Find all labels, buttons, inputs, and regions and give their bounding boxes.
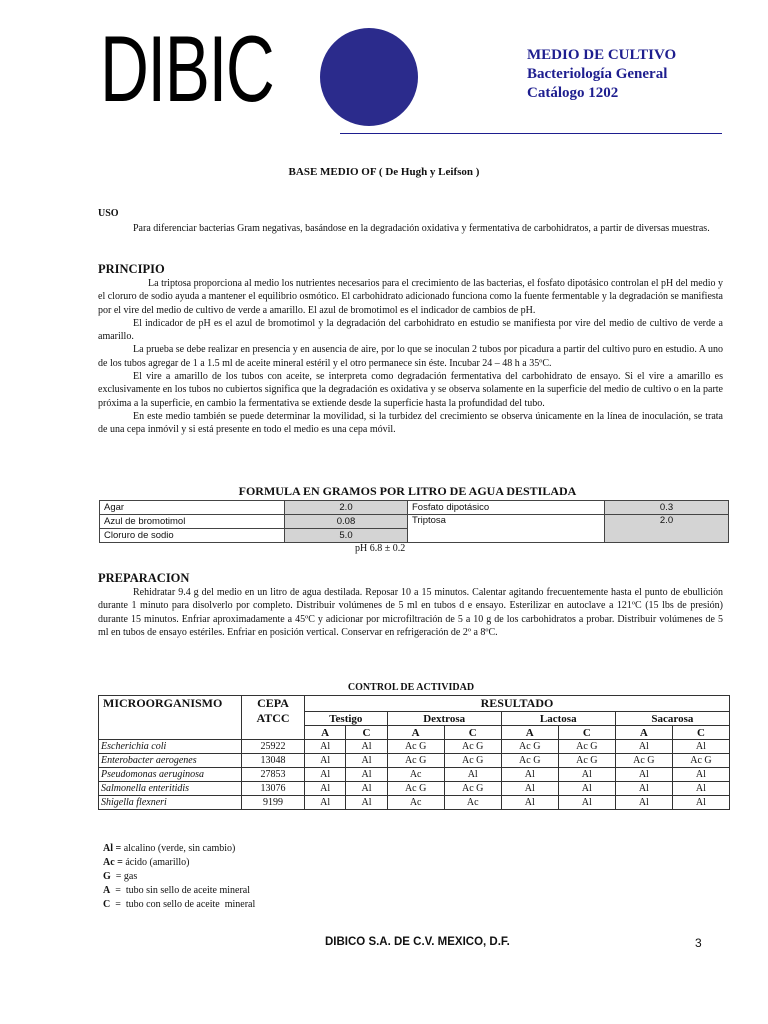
result-cell: Al [305,740,346,754]
atcc-number: 27853 [242,768,305,782]
result-cell: Al [346,796,387,810]
organism-name: Escherichia coli [99,740,242,754]
atcc-number: 25922 [242,740,305,754]
group-header: Dextrosa [387,712,501,726]
header-divider [340,133,722,134]
result-cell: Ac [444,796,501,810]
legend-value: ácido (amarillo) [122,857,190,868]
atcc-number: 13076 [242,782,305,796]
subheader-cell: A [305,726,346,740]
result-cell: Al [558,768,615,782]
result-cell: Al [558,796,615,810]
result-cell: Al [305,796,346,810]
preparacion-text: Rehidratar 9.4 g del medio en un litro de agua destilada. Reposar 10 a 15 minutos. Calentar agitando frecuentemente hasta el punto de ebullición durante 1 minuto para disolverlo por completo. Distribuir volúmenes de 5 ml en tubos d e ensayo. Esterilizar en autoclave a 121ºC (15 lbs de presión) durante 15 minutos. Enfriar aproximadamente a 45ºC y adicionar por microfiltración de 5 a 10 g de los carbohidratos a probar. Distribuir volúmenes de 5 ml en tubos de ensayo estériles. Enfriar en posición vertical. Conservar en refrigeración de 2º a 8ºC. [98,587,723,638]
result-cell: Al [305,768,346,782]
result-cell: Al [305,782,346,796]
result-cell: Ac G [501,740,558,754]
result-cell: Ac [387,768,444,782]
subheader-cell: A [501,726,558,740]
result-cell: Ac G [558,740,615,754]
formula-value: 5.0 [285,529,408,543]
result-cell: Ac G [615,754,672,768]
header-cepa [242,696,305,740]
legend-key: A [103,885,111,896]
result-cell: Ac G [444,740,501,754]
legend-value: alcalino (verde, sin cambio) [121,843,236,854]
principio-p3: La prueba se debe realizar en presencia y en ausencia de aire, por lo que se inoculan 2 tubos por picadura a partir del cultivo puro en estudio. A uno de los tubos agregar de 1 a 1.5 ml de aceite mineral estéril y el otro permanece sin éste. Incubar 24 – 48 h a 35ºC. [98,344,723,369]
subheader-cell: C [558,726,615,740]
principio-heading: PRINCIPIO [98,262,165,276]
uso-text: Para diferenciar bacterias Gram negativas, basándose en la degradación oxidativa y fermentativa de carbohidratos, a partir de diversas muestras. [133,223,710,234]
uso-heading: USO [98,208,119,219]
footer-company: DIBICO S.A. DE C.V. MEXICO, D.F. [325,936,510,948]
formula-heading: FORMULA EN GRAMOS POR LITRO DE AGUA DESTILADA [238,484,577,498]
subheader-cell: A [615,726,672,740]
result-cell: Al [615,782,672,796]
table-row [99,768,730,782]
result-cell: Al [501,796,558,810]
organism-name: Enterobacter aerogenes [99,754,242,768]
control-title: CONTROL DE ACTIVIDAD [347,682,475,693]
result-cell: Al [558,782,615,796]
header-line-2: Bacteriología General [527,66,668,82]
result-cell: Al [615,740,672,754]
result-cell: Al [672,740,729,754]
legend-key: G [103,871,111,882]
table-row [100,501,729,515]
formula-value: 2.0 [285,501,408,515]
table-row [99,754,730,768]
subheader-cell: C [672,726,729,740]
subheader-cell: C [444,726,501,740]
result-cell: Al [501,768,558,782]
principio-p4: El vire a amarillo de los tubos con aceite, se interpreta como degradación fermentativa del carbohidrato de ensayo. Si el vire a amarillo es exclusivamente en los tubos no cubiertos significa que la degradación es oxidativa y se observa solamente en la superficie del medio de cultivo o en la parte próxima a la superficie, en cambio la fermentativa se extiende desde la superficie hasta la profundidad del tubo. [98,371,723,409]
ph-value: pH 6.8 ± 0.2 [355,543,406,554]
formula-value: 0.3 [605,501,729,515]
formula-table [99,500,729,543]
control-table [98,695,730,810]
table-row [99,696,730,712]
header-microorganismo: MICROORGANISMO [99,696,242,740]
header-cepa-line1: CEPA [257,696,289,710]
preparacion-heading: PREPARACION [98,571,190,585]
formula-name: Agar [100,501,285,515]
subheader-cell: C [346,726,387,740]
legend-key: Ac = [103,857,123,868]
result-cell: Al [672,796,729,810]
principio-p1: La triptosa proporciona al medio los nutrientes necesarios para el crecimiento de las bacterias, el fosfato dipotásico controlan el pH del medio y el cloruro de sodio ayuda a mantener el equilibrio osmótico. El carbohidrato adicionado funciona como la fuente fermentable y la degradación se manifiesta por el vire del medio de cultivo de verde a amarillo. El azul de bromotimol es el indicador de cambios de pH. [98,278,723,316]
formula-value: 0.08 [285,515,408,529]
result-cell: Al [444,768,501,782]
legend [103,842,255,912]
result-cell: Al [615,768,672,782]
result-cell: Al [672,768,729,782]
legend-value: = gas [110,871,138,882]
header-resultado: RESULTADO [305,696,730,712]
legend-item [103,884,255,898]
organism-name: Shigella flexneri [99,796,242,810]
document-title: BASE MEDIO OF ( De Hugh y Leifson ) [288,166,480,178]
principio-section [98,277,723,437]
result-cell: Ac G [672,754,729,768]
result-cell: Al [346,754,387,768]
legend-value: = tubo sin sello de aceite mineral [110,885,250,896]
group-header: Testigo [305,712,388,726]
header-line-3: Catálogo 1202 [527,85,619,101]
legend-item [103,842,255,856]
principio-p5: En este medio también se puede determinar la movilidad, si la turbidez del crecimiento se observa únicamente en la línea de inoculación, se trata de una cepa inmóvil y si está presente en todo el medio es una cepa móvil. [98,410,723,436]
logo-circle-icon [320,28,418,126]
company-logo [100,16,350,121]
table-row [99,740,730,754]
table-row [100,515,729,529]
atcc-number: 13048 [242,754,305,768]
result-cell: Al [305,754,346,768]
legend-item [103,898,255,912]
legend-item [103,856,255,870]
result-cell: Ac G [558,754,615,768]
result-cell: Ac G [387,782,444,796]
organism-name: Pseudomonas aeruginosa [99,768,242,782]
organism-name: Salmonella enteritidis [99,782,242,796]
table-row [99,796,730,810]
result-cell: Al [615,796,672,810]
page-number: 3 [695,936,702,950]
logo-text: DIBIC [100,16,274,121]
formula-value: 2.0 [605,515,729,543]
legend-item [103,870,255,884]
result-cell: Al [346,782,387,796]
header-line-1: MEDIO DE CULTIVO [527,47,677,63]
header-cepa-line2: ATCC [256,711,290,725]
result-cell: Al [346,768,387,782]
result-cell: Ac G [387,754,444,768]
result-cell: Ac G [501,754,558,768]
legend-key: Al = [103,843,122,854]
formula-name: Azul de bromotimol [100,515,285,529]
principio-p2: El indicador de pH es el azul de bromotimol y la degradación del carbohidrato en estudio se manifiesta por vire del medio de cultivo de verde a amarillo. [98,317,723,343]
result-cell: Ac G [444,782,501,796]
formula-name: Triptosa [408,515,605,543]
formula-name: Fosfato dipotásico [408,501,605,515]
legend-key: C [103,899,111,910]
formula-name: Cloruro de sodio [100,529,285,543]
subheader-cell: A [387,726,444,740]
group-header: Lactosa [501,712,615,726]
atcc-number: 9199 [242,796,305,810]
result-cell: Al [672,782,729,796]
table-row [99,782,730,796]
document-header [527,46,676,103]
result-cell: Ac G [444,754,501,768]
legend-value: = tubo con sello de aceite mineral [110,899,256,910]
result-cell: Al [346,740,387,754]
result-cell: Ac [387,796,444,810]
group-header: Sacarosa [615,712,729,726]
result-cell: Al [501,782,558,796]
result-cell: Ac G [387,740,444,754]
